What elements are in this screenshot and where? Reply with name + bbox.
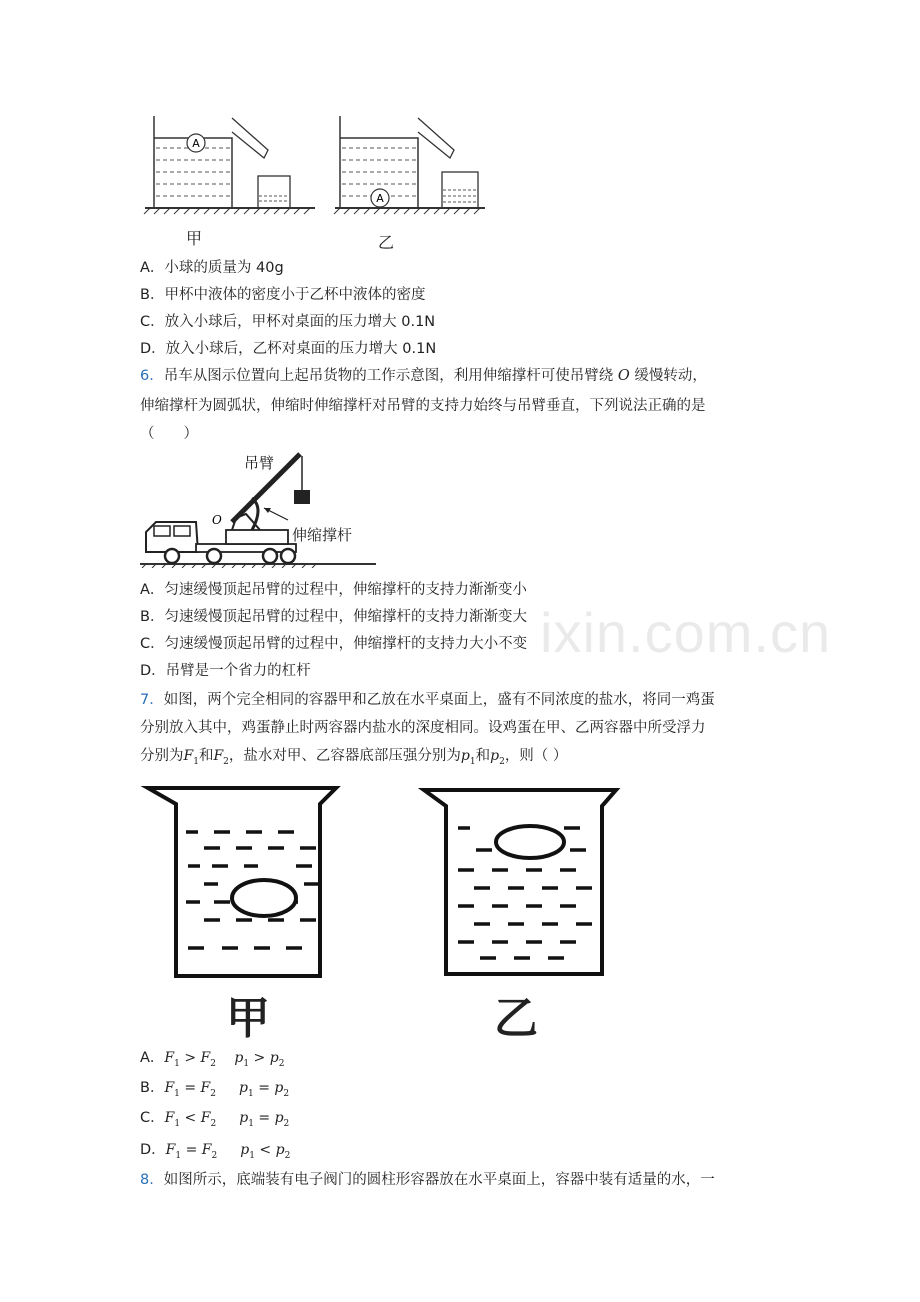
q5-fig-label-right: 乙: [378, 233, 395, 252]
q5-fig-label-left: 甲: [186, 229, 203, 248]
q6-fig-label-rod: 伸缩撑杆: [292, 526, 353, 544]
q6-number: 6．: [140, 368, 164, 384]
svg-text:A: A: [192, 137, 200, 150]
q7-number: 7．: [140, 692, 164, 708]
q5-option-c: C．放入小球后，甲杯对桌面的压力增大 0.1N: [140, 314, 436, 330]
q7-stem-line1: 7．如图，两个完全相同的容器甲和乙放在水平桌面上，盛有不同浓度的盐水，将同一鸡蛋: [140, 692, 715, 708]
q7-stem-line2: 分别放入其中，鸡蛋静止时两容器内盐水的深度相同。设鸡蛋在甲、乙两容器中所受浮力: [140, 720, 706, 736]
symbol-p2: $p_2$: [490, 748, 505, 767]
q6-fig-label-arm: 吊臂: [244, 454, 275, 472]
q6-stem-line3: （ ）: [140, 426, 198, 442]
q6-option-d: D．吊臂是一个省力的杠杆: [140, 663, 311, 679]
q5-option-d: D．放入小球后，乙杯对桌面的压力增大 0.1N: [140, 341, 437, 357]
symbol-p1: $p_1$: [460, 748, 476, 767]
q7-option-c: C．$F_1 < F_2$ $p_1 = p_2$: [140, 1110, 290, 1129]
q5-figure: [140, 110, 490, 220]
q7-option-a: A．$F_1 > F_2$ $p_1 > p_2$: [140, 1050, 285, 1069]
q6-stem-line2: 伸缩撑杆为圆弧状，伸缩时伸缩撑杆对吊臂的支持力始终与吊臂垂直，下列说法正确的是: [140, 398, 706, 414]
q6-option-c: C．匀速缓慢顶起吊臂的过程中，伸缩撑杆的支持力大小不变: [140, 636, 528, 652]
q6-option-a: A．匀速缓慢顶起吊臂的过程中，伸缩撑杆的支持力渐渐变小: [140, 582, 527, 598]
q7-option-d: D．$F_1 = F_2$ $p_1 < p_2$: [140, 1142, 291, 1161]
q7-stem-line3: 分别为$F_1$和$F_2$，盐水对甲、乙容器底部压强分别为$p_1$和$p_2$，则（ ）: [140, 748, 568, 767]
svg-text:O: O: [212, 513, 222, 527]
symbol-F1: $F_1$: [183, 748, 199, 767]
q7-fig-label-right: 乙: [494, 993, 538, 1044]
q7-fig-label-left: 甲: [226, 993, 270, 1044]
q6-stem-line1: 6．吊车从图示位置向上起吊货物的工作示意图，利用伸缩撑杆可使吊臂绕 O 缓慢转动，: [140, 368, 707, 384]
q7-option-b: B．$F_1 = F_2$ $p_1 = p_2$: [140, 1080, 290, 1099]
q5-option-a: A．小球的质量为 40g: [140, 260, 284, 276]
symbol-F2: $F_2$: [213, 748, 229, 767]
svg-text:A: A: [376, 192, 384, 205]
q6-option-b: B．匀速缓慢顶起吊臂的过程中，伸缩撑杆的支持力渐渐变大: [140, 609, 527, 625]
q5-option-b: B．甲杯中液体的密度小于乙杯中液体的密度: [140, 287, 426, 303]
q8-stem-line1: 8．如图所示，底端装有电子阀门的圆柱形容器放在水平桌面上，容器中装有适量的水，一: [140, 1172, 715, 1188]
q7-figure: [140, 780, 630, 980]
watermark: ixin.com.cn: [540, 601, 832, 664]
q8-number: 8．: [140, 1172, 164, 1188]
